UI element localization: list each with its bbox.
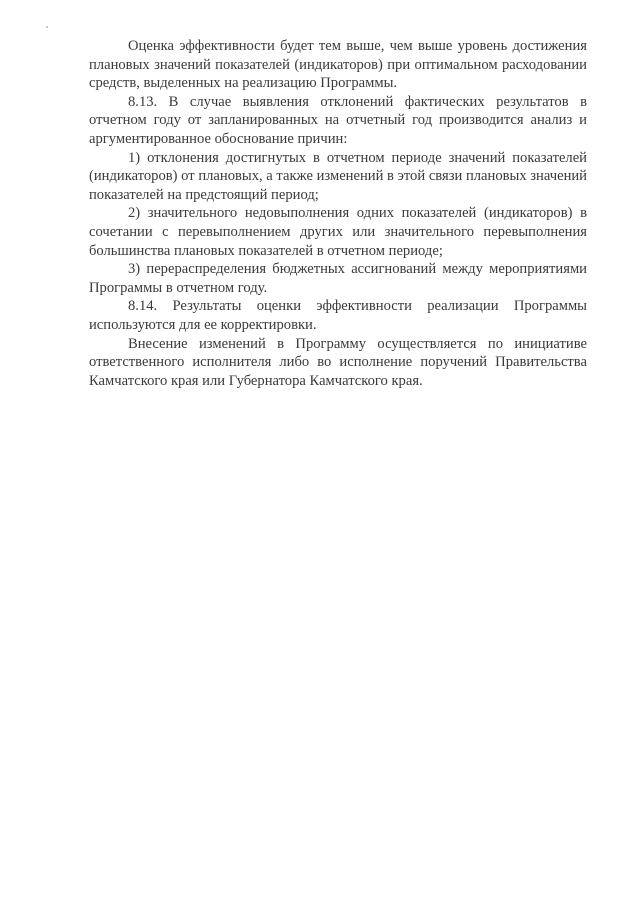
list-item-2-underperformance: 2) значительного недовыполнения одних показателей (индикаторов) в сочетании с перевыполнением других или значительного перевыполнения большинства плановых показателей в отчетном периоде; <box>89 205 587 259</box>
document-body <box>89 37 587 390</box>
paragraph-8-13-deviation-analysis: 8.13. В случае выявления отклонений фактических результатов в отчетном году от запланированных на отчетный год производится анализ и аргументированное обоснование причин: <box>89 93 587 147</box>
scan-speck <box>46 26 48 28</box>
paragraph-8-14-results-usage: 8.14. Результаты оценки эффективности реализации Программы используются для ее корректировки. <box>89 298 587 333</box>
paragraph-program-amendments: Внесение изменений в Программу осуществляется по инициативе ответственного исполнителя либо во исполнение поручений Правительства Камчатского края или Губернатора Камчатского края. <box>89 335 587 389</box>
list-item-3-budget-reallocation: 3) перераспределения бюджетных ассигнований между мероприятиями Программы в отчетном году. <box>89 261 587 296</box>
paragraph-efficiency-assessment: Оценка эффективности будет тем выше, чем выше уровень достижения плановых значений показателей (индикаторов) при оптимальном расходовании средств, выделенных на реализацию Программы. <box>89 38 587 92</box>
list-item-1-indicator-deviation: 1) отклонения достигнутых в отчетном периоде значений показателей (индикаторов) от плановых, а также изменений в этой связи плановых значений показателей на предстоящий период; <box>89 149 587 203</box>
